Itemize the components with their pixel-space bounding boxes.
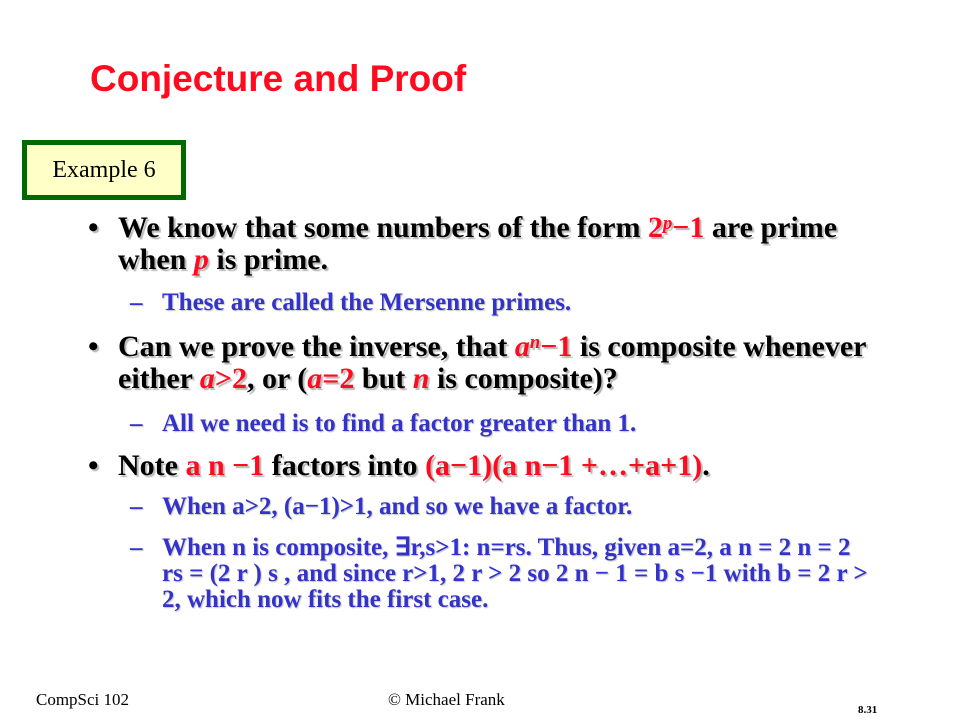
slide-title: Conjecture and Proof — [90, 58, 467, 99]
dash-icon: – — [130, 534, 143, 561]
footer-copyright: © Michael Frank — [388, 690, 505, 709]
example-label: Example 6 — [52, 156, 156, 183]
bullet-dot-icon: • — [88, 330, 99, 363]
dash-icon: – — [130, 493, 143, 520]
bullet-dot-icon: • — [88, 211, 99, 244]
dash-icon: – — [130, 410, 143, 437]
slide: Conjecture and Proof Example 6 • We know that some numbers of the form $2^p-1$ are prime when p is prime. – These are called the Mersenne primes. • Can we prove the inverse, that $a^n-1$ is composite whenever either a>2, or (a=2 but n is composite)? – All we need is to find a factor greater than 1. • Note a n −1 factors into (a−1)(a n−1 +…+a+1). – When a>2, (a−1)>1, and so we have a factor. – When n is composite, ∃r,s>1: n=rs. Thus, given a=2, a n = 2 n = 2 rs = (2 r ) s , and since r>1, 2 r > 2 so 2 n − 1 = b s −1 with b = 2 r > 2, which now fits the first case. CompSci 102 © Michael Frank 8.31 — [0, 0, 960, 720]
page-number: 8.31 — [858, 704, 878, 716]
bullet-dot-icon: • — [88, 449, 99, 482]
dash-icon: – — [130, 289, 143, 316]
example-label-box — [22, 140, 186, 200]
footer-course: CompSci 102 — [36, 690, 130, 709]
